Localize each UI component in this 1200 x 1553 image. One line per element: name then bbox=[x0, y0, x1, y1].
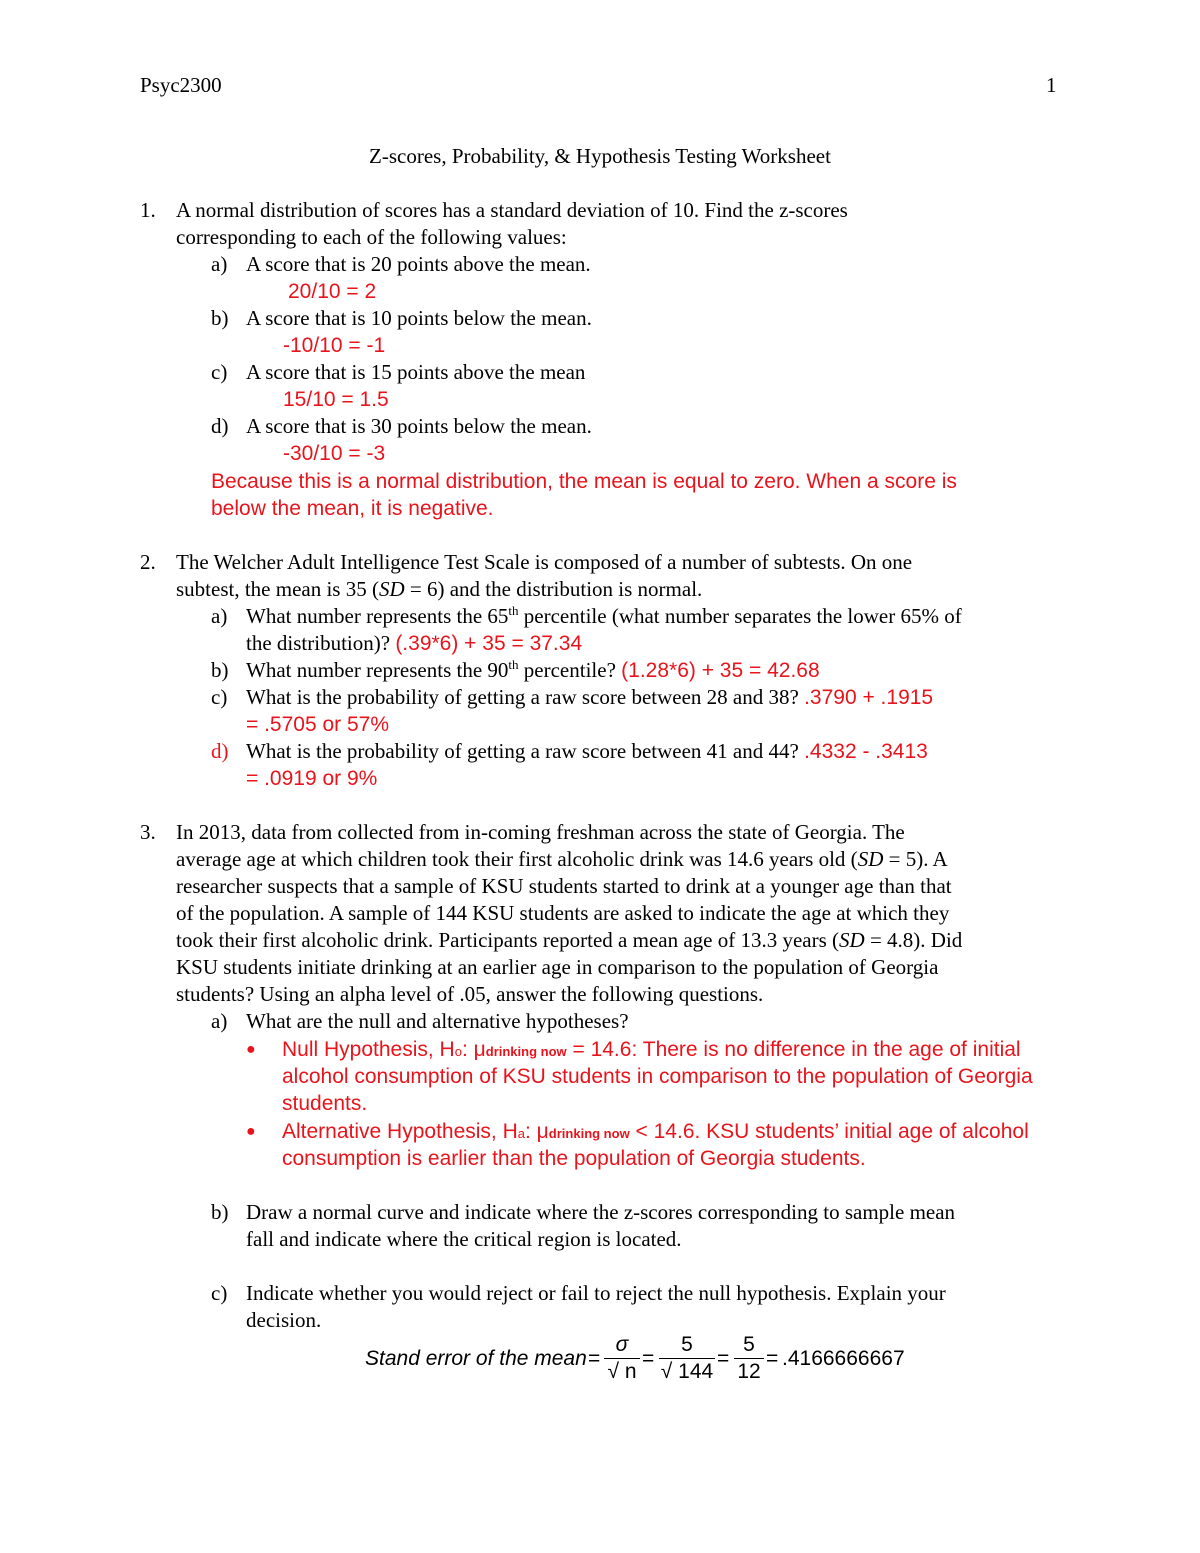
formula-result: .4166666667 bbox=[782, 1347, 905, 1370]
question-text-line: KSU students initiate drinking at an earlier age in comparison to the population of Georgia bbox=[176, 955, 939, 979]
formula-label: Stand error of the mean bbox=[365, 1347, 587, 1370]
question-number: 2. bbox=[140, 550, 156, 574]
question-text-line: The Welcher Adult Intelligence Test Scale is composed of a number of subtests. On one bbox=[176, 550, 913, 574]
sub-text: Draw a normal curve and indicate where the z-scores corresponding to sample mean bbox=[246, 1200, 956, 1224]
equals-sign: = bbox=[642, 1347, 655, 1370]
answer: .3790 + .1915 bbox=[804, 686, 934, 709]
question-number: 1. bbox=[140, 198, 156, 222]
fraction-sigma-sqrt-n: $\frac{\sigma}{√ n}$ bbox=[604, 1332, 640, 1385]
question-text-line: In 2013, data from collected from in-coming freshman across the state of Georgia. The bbox=[176, 820, 905, 844]
question-number: 3. bbox=[140, 820, 156, 844]
sub-text: What is the probability of getting a raw score between 28 and 38? .3790 + .1915 bbox=[246, 685, 934, 709]
header-course: Psyc2300 bbox=[140, 73, 222, 97]
answer: 15/10 = 1.5 bbox=[283, 388, 389, 411]
question-text-line: researcher suspects that a sample of KSU students started to drink at a younger age than that bbox=[176, 874, 952, 898]
sub-text: A score that is 20 points above the mean. bbox=[246, 252, 591, 276]
fraction-5-sqrt-144: $\frac{5}{√ 144}$ bbox=[660, 1333, 714, 1383]
question-text-line: students? Using an alpha level of .05, answer the following questions. bbox=[176, 982, 764, 1006]
equals-sign: = bbox=[717, 1347, 730, 1370]
question-text-line: A normal distribution of scores has a standard deviation of 10. Find the z-scores bbox=[176, 198, 848, 222]
explanation-line: below the mean, it is negative. bbox=[211, 497, 494, 520]
equals-sign: = bbox=[588, 1347, 601, 1370]
answer: -30/10 = -3 bbox=[283, 442, 386, 465]
sub-text: A score that is 15 points above the mean bbox=[246, 360, 586, 384]
sub-label: d) bbox=[211, 414, 229, 438]
alternative-hypothesis-line: consumption is earlier than the population of Georgia students. bbox=[282, 1147, 866, 1170]
null-hypothesis-line: alcohol consumption of KSU students in comparison to the population of Georgia bbox=[282, 1065, 1033, 1088]
answer: = .5705 or 57% bbox=[246, 713, 390, 736]
null-hypothesis: Null Hypothesis, Ho: μdrinking now = 14.6: There is no difference in the age of initial bbox=[282, 1038, 1021, 1061]
question-text-line: took their first alcoholic drink. Participants reported a mean age of 13.3 years (SD = 4.8). Did bbox=[176, 928, 963, 952]
answer: (.39*6) + 35 = 37.34 bbox=[395, 632, 583, 655]
sub-text: the distribution)? (.39*6) + 35 = 37.34 bbox=[246, 631, 583, 655]
sub-text: A score that is 30 points below the mean. bbox=[246, 414, 592, 438]
question-text-line: subtest, the mean is 35 (SD = 6) and the distribution is normal. bbox=[176, 577, 703, 601]
sub-text: What number represents the 90th percentile? (1.28*6) + 35 = 42.68 bbox=[246, 657, 820, 682]
sub-label: a) bbox=[211, 252, 228, 276]
answer: .4332 - .3413 bbox=[804, 740, 928, 763]
answer: = .0919 or 9% bbox=[246, 767, 378, 790]
equals-sign: = bbox=[766, 1347, 779, 1370]
sub-label: d) bbox=[211, 739, 229, 763]
sub-label: b) bbox=[211, 658, 229, 682]
sub-label: b) bbox=[211, 1200, 229, 1224]
sub-text: A score that is 10 points below the mean. bbox=[246, 306, 592, 330]
question-text-line: of the population. A sample of 144 KSU students are asked to indicate the age at which they bbox=[176, 901, 950, 925]
sub-label: c) bbox=[211, 685, 228, 709]
question-text-line: corresponding to each of the following values: bbox=[176, 225, 567, 249]
bullet-icon: ● bbox=[246, 1041, 256, 1058]
header-page-number: 1 bbox=[1046, 73, 1057, 97]
answer: (1.28*6) + 35 = 42.68 bbox=[621, 659, 820, 682]
sub-text: fall and indicate where the critical region is located. bbox=[246, 1227, 682, 1251]
sub-text: What is the probability of getting a raw score between 41 and 44? .4332 - .3413 bbox=[246, 739, 928, 763]
sub-label: c) bbox=[211, 1281, 228, 1305]
page-title: Z-scores, Probability, & Hypothesis Testing Worksheet bbox=[369, 144, 831, 168]
sub-label: a) bbox=[211, 604, 228, 628]
sub-text: decision. bbox=[246, 1308, 322, 1332]
sub-label: b) bbox=[211, 306, 229, 330]
alternative-hypothesis: Alternative Hypothesis, Ha: μdrinking now < 14.6. KSU students’ initial age of alcohol bbox=[282, 1120, 1029, 1143]
sub-text: What are the null and alternative hypotheses? bbox=[246, 1009, 629, 1033]
answer: -10/10 = -1 bbox=[283, 334, 386, 357]
explanation-line: Because this is a normal distribution, the mean is equal to zero. When a score is bbox=[211, 470, 957, 493]
fraction-5-12: $\frac{5}{12}$ bbox=[734, 1332, 764, 1385]
sub-text: Indicate whether you would reject or fail to reject the null hypothesis. Explain your bbox=[246, 1281, 946, 1305]
null-hypothesis-line: students. bbox=[282, 1092, 368, 1115]
answer: 20/10 = 2 bbox=[288, 280, 377, 303]
sub-text: What number represents the 65th percentile (what number separates the lower 65% of bbox=[246, 603, 962, 628]
question-text-line: average age at which children took their first alcoholic drink was 14.6 years old (SD = 5). A bbox=[176, 847, 948, 871]
sub-label: c) bbox=[211, 360, 228, 384]
bullet-icon: ● bbox=[246, 1123, 256, 1140]
sub-label: a) bbox=[211, 1009, 228, 1033]
